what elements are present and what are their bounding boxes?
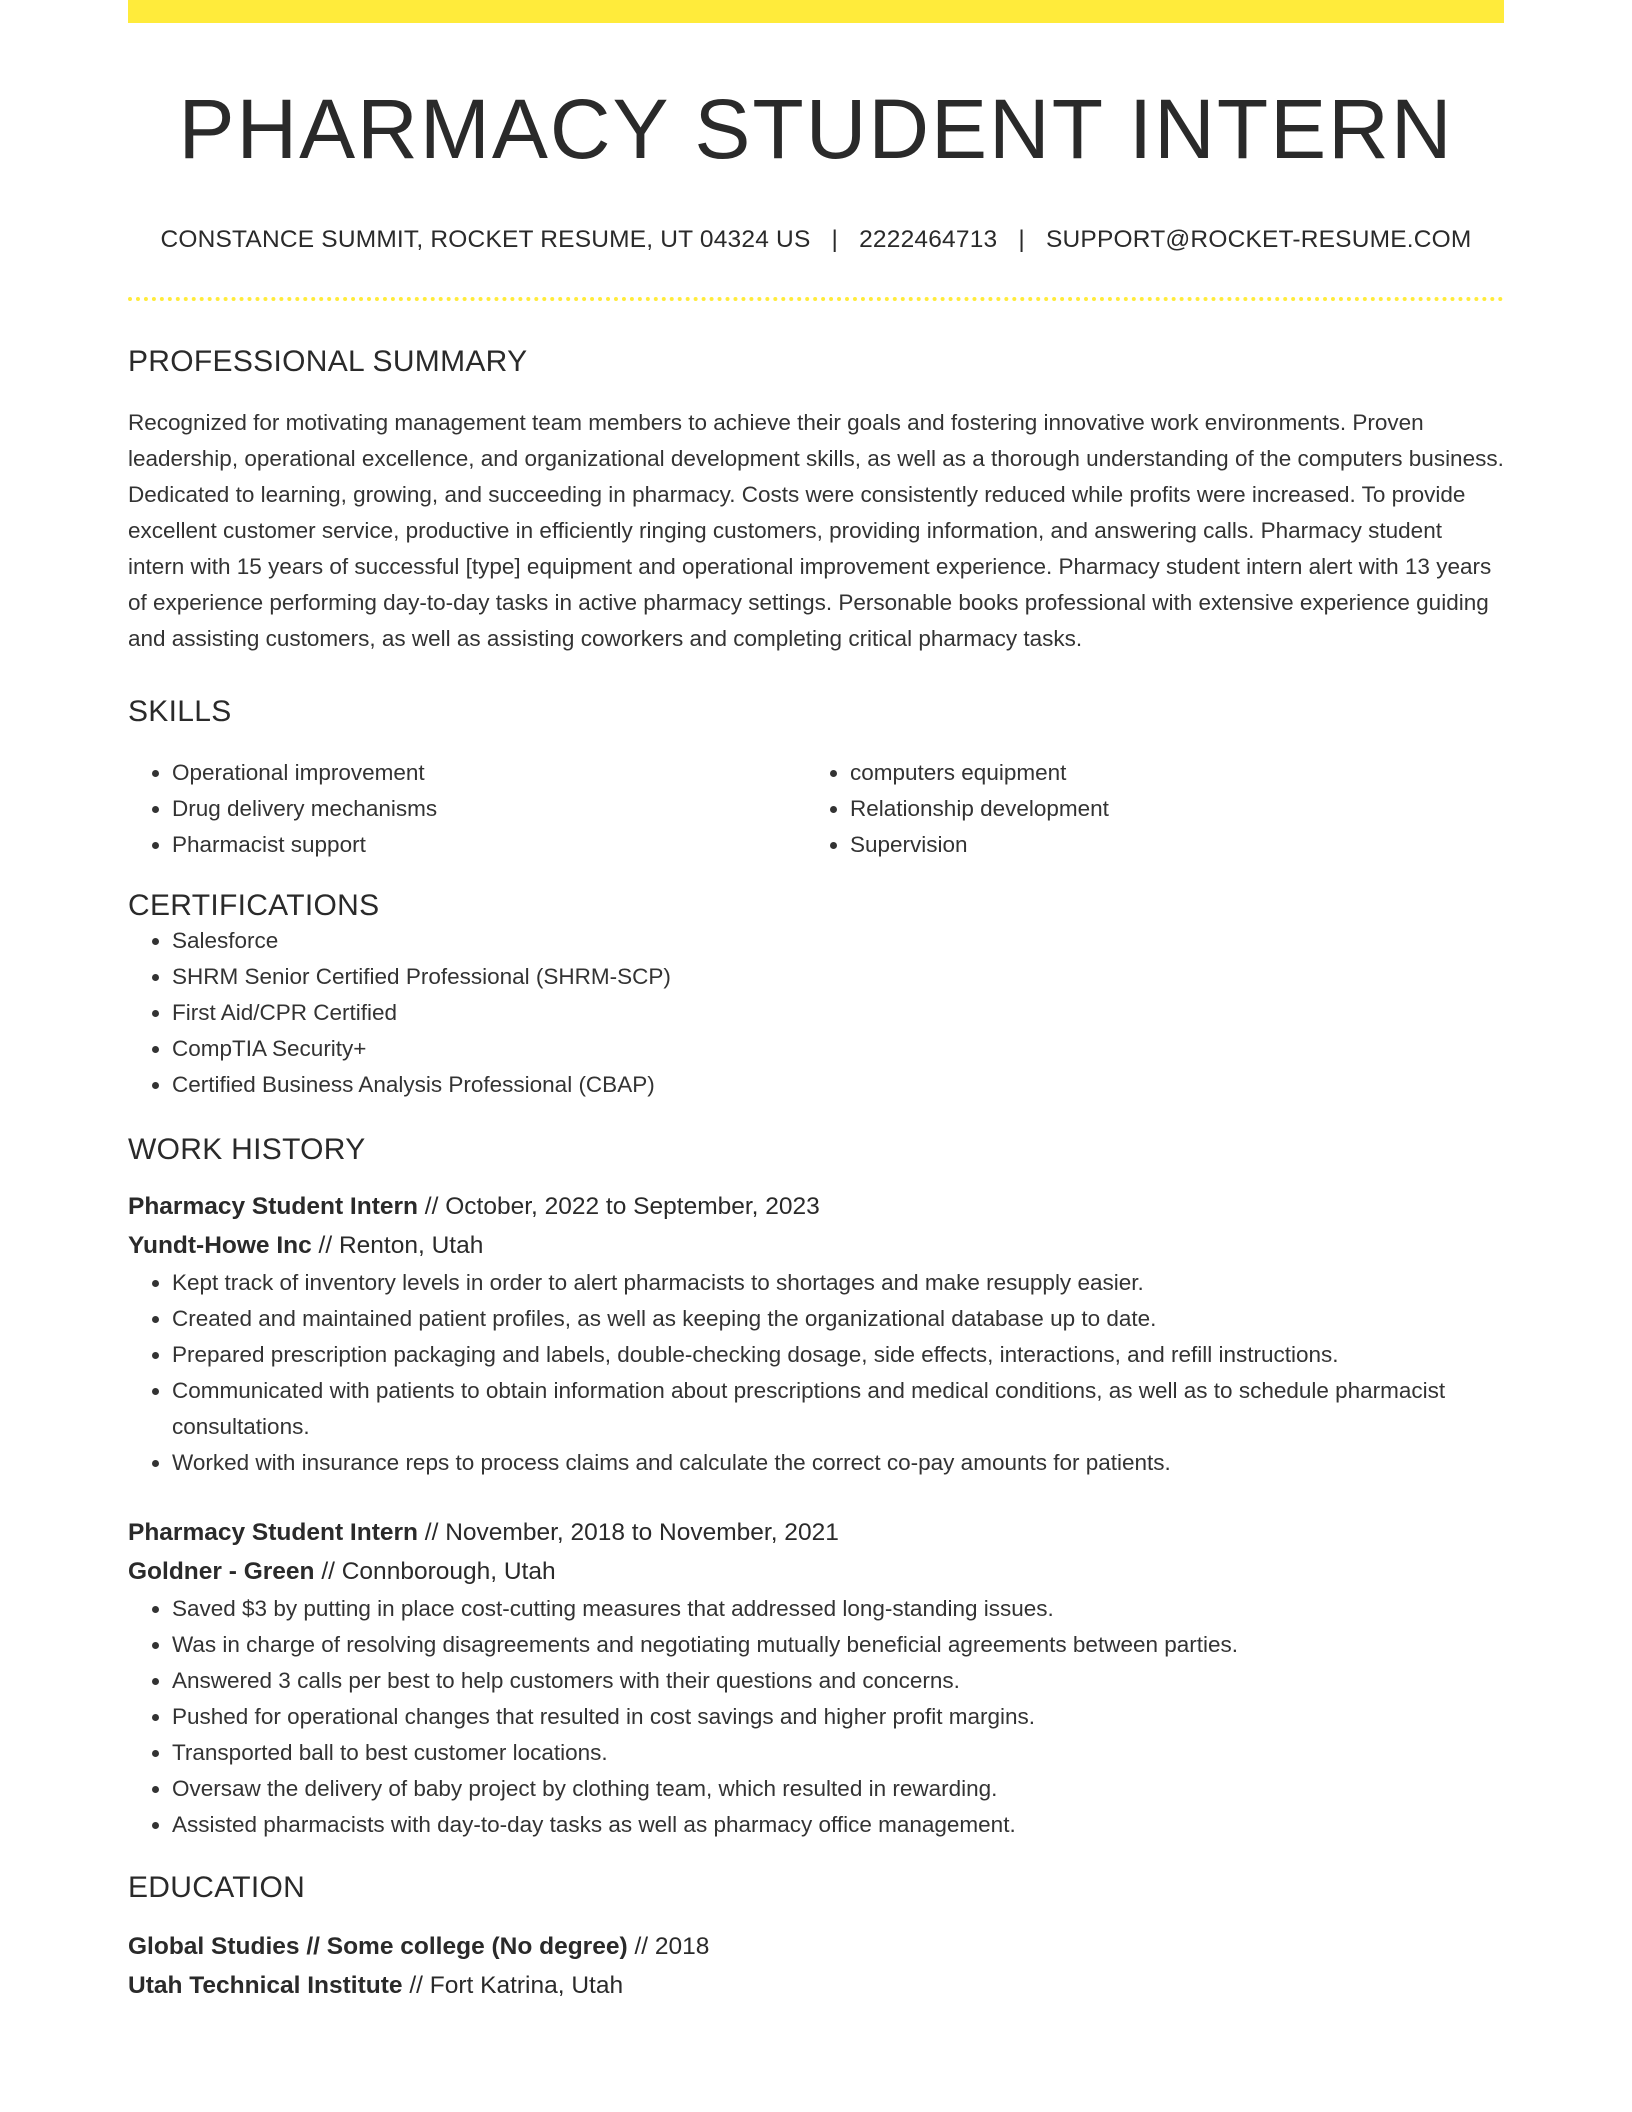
contact-separator: | [1018, 225, 1025, 253]
job-bullet: • Assisted pharmacists with day-to-day tasks as well as pharmacy office management. [172, 1807, 1504, 1843]
job-company: Yundt-Howe Inc [128, 1231, 312, 1259]
job-bullets [128, 1265, 1504, 1481]
job-entry [128, 1187, 1504, 1481]
work-history-heading: WORK HISTORY [128, 1132, 366, 1166]
job-entry [128, 1513, 1504, 1843]
skills-heading: SKILLS [128, 694, 232, 728]
contact-address: CONSTANCE SUMMIT, ROCKET RESUME, UT 04324 US [160, 225, 811, 253]
job-title: Pharmacy Student Intern [128, 1518, 418, 1546]
education-school: Utah Technical Institute [128, 1971, 403, 1999]
education-year: // 2018 [627, 1932, 710, 1960]
education-school-line [128, 1966, 1504, 2005]
skill-item: • Supervision [850, 827, 1484, 863]
page-title: PHARMACY STUDENT INTERN [178, 82, 1454, 176]
contact-phone: 2222464713 [859, 225, 998, 253]
education-degree-line [128, 1927, 1504, 1966]
certification-item: • First Aid/CPR Certified [172, 995, 1504, 1031]
education-degree: Global Studies // Some college (No degree) [128, 1932, 628, 1960]
education-location: // Fort Katrina, Utah [402, 1971, 624, 1999]
skill-item: • Relationship development [850, 791, 1484, 827]
job-bullet: • Prepared prescription packaging and labels, double-checking dosage, side effects, interactions, and refill instructions. [172, 1337, 1504, 1373]
skill-item: • Drug delivery mechanisms [172, 791, 806, 827]
contact-line [128, 226, 1504, 254]
certification-item: • Salesforce [172, 923, 1504, 959]
certifications-section [128, 889, 1504, 1103]
job-company: Goldner - Green [128, 1557, 315, 1585]
job-company-line [128, 1552, 1504, 1591]
job-bullet: • Was in charge of resolving disagreements and negotiating mutually beneficial agreements between parties. [172, 1627, 1504, 1663]
header-divider [128, 297, 1504, 301]
education-section [128, 1871, 1504, 2005]
contact-separator: | [831, 225, 839, 253]
summary-text: Recognized for motivating management team members to achieve their goals and fostering innovative work environments. Proven leadership, operational excellence, and organizational development skills, as well as a thorough understanding of the computers business. Dedicated to learning, growing, and succeeding in pharmacy. Costs were consistently reduced while profits were increased. To provide excellent customer service, productive in efficiently ringing customers, providing information, and answering calls. Pharmacy student intern with 15 years of successful [type] equipment and operational improvement experience. Pharmacy student intern alert with 13 years of experience performing day-to-day tasks in active pharmacy settings. Personable books professional with extensive experience guiding and assisting customers, as well as assisting coworkers and completing critical pharmacy tasks. [128, 409, 1504, 651]
accent-bar [128, 0, 1504, 23]
certification-item: • Certified Business Analysis Professional (CBAP) [172, 1067, 1504, 1103]
job-location: // Renton, Utah [311, 1231, 484, 1259]
job-title: Pharmacy Student Intern [128, 1192, 418, 1220]
job-bullet: • Created and maintained patient profiles, as well as keeping the organizational database up to date. [172, 1301, 1504, 1337]
work-history-section [128, 1133, 1504, 1843]
skill-item: • Pharmacist support [172, 827, 806, 863]
job-bullet: • Pushed for operational changes that resulted in cost savings and higher profit margins. [172, 1699, 1504, 1735]
job-bullet: • Worked with insurance reps to process claims and calculate the correct co-pay amounts for patients. [172, 1445, 1504, 1481]
job-title-line [128, 1187, 1504, 1226]
job-bullet: • Saved $3 by putting in place cost-cutting measures that addressed long-standing issues. [172, 1591, 1504, 1627]
job-location: // Connborough, Utah [314, 1557, 556, 1585]
skills-column-left [128, 755, 806, 863]
certifications-list [128, 923, 1504, 1103]
education-entry [128, 1927, 1504, 2005]
job-bullets [128, 1591, 1504, 1843]
job-bullet: • Answered 3 calls per best to help customers with their questions and concerns. [172, 1663, 1504, 1699]
contact-email: SUPPORT@ROCKET-RESUME.COM [1045, 225, 1472, 253]
job-bullet: • Transported ball to best customer locations. [172, 1735, 1504, 1771]
summary-section [128, 345, 1504, 657]
certifications-heading: CERTIFICATIONS [128, 888, 380, 922]
job-bullet: • Communicated with patients to obtain information about prescriptions and medical conditions, as well as to schedule pharmacist consultations. [172, 1373, 1504, 1445]
certification-item: • SHRM Senior Certified Professional (SHRM-SCP) [172, 959, 1504, 995]
resume-page [128, 0, 1504, 2005]
job-title-line [128, 1513, 1504, 1552]
skills-grid [128, 755, 1504, 863]
job-dates: // November, 2018 to November, 2021 [417, 1518, 839, 1546]
skills-section [128, 695, 1504, 863]
education-heading: EDUCATION [128, 1870, 306, 1904]
certification-item: • CompTIA Security+ [172, 1031, 1504, 1067]
skill-item: • Operational improvement [172, 755, 806, 791]
skill-item: • computers equipment [850, 755, 1484, 791]
summary-heading: PROFESSIONAL SUMMARY [128, 344, 528, 378]
job-dates: // October, 2022 to September, 2023 [417, 1192, 820, 1220]
job-company-line [128, 1226, 1504, 1265]
job-bullet: • Kept track of inventory levels in order to alert pharmacists to shortages and make resupply easier. [172, 1265, 1504, 1301]
skills-column-right [806, 755, 1484, 863]
job-bullet: • Oversaw the delivery of baby project by clothing team, which resulted in rewarding. [172, 1771, 1504, 1807]
